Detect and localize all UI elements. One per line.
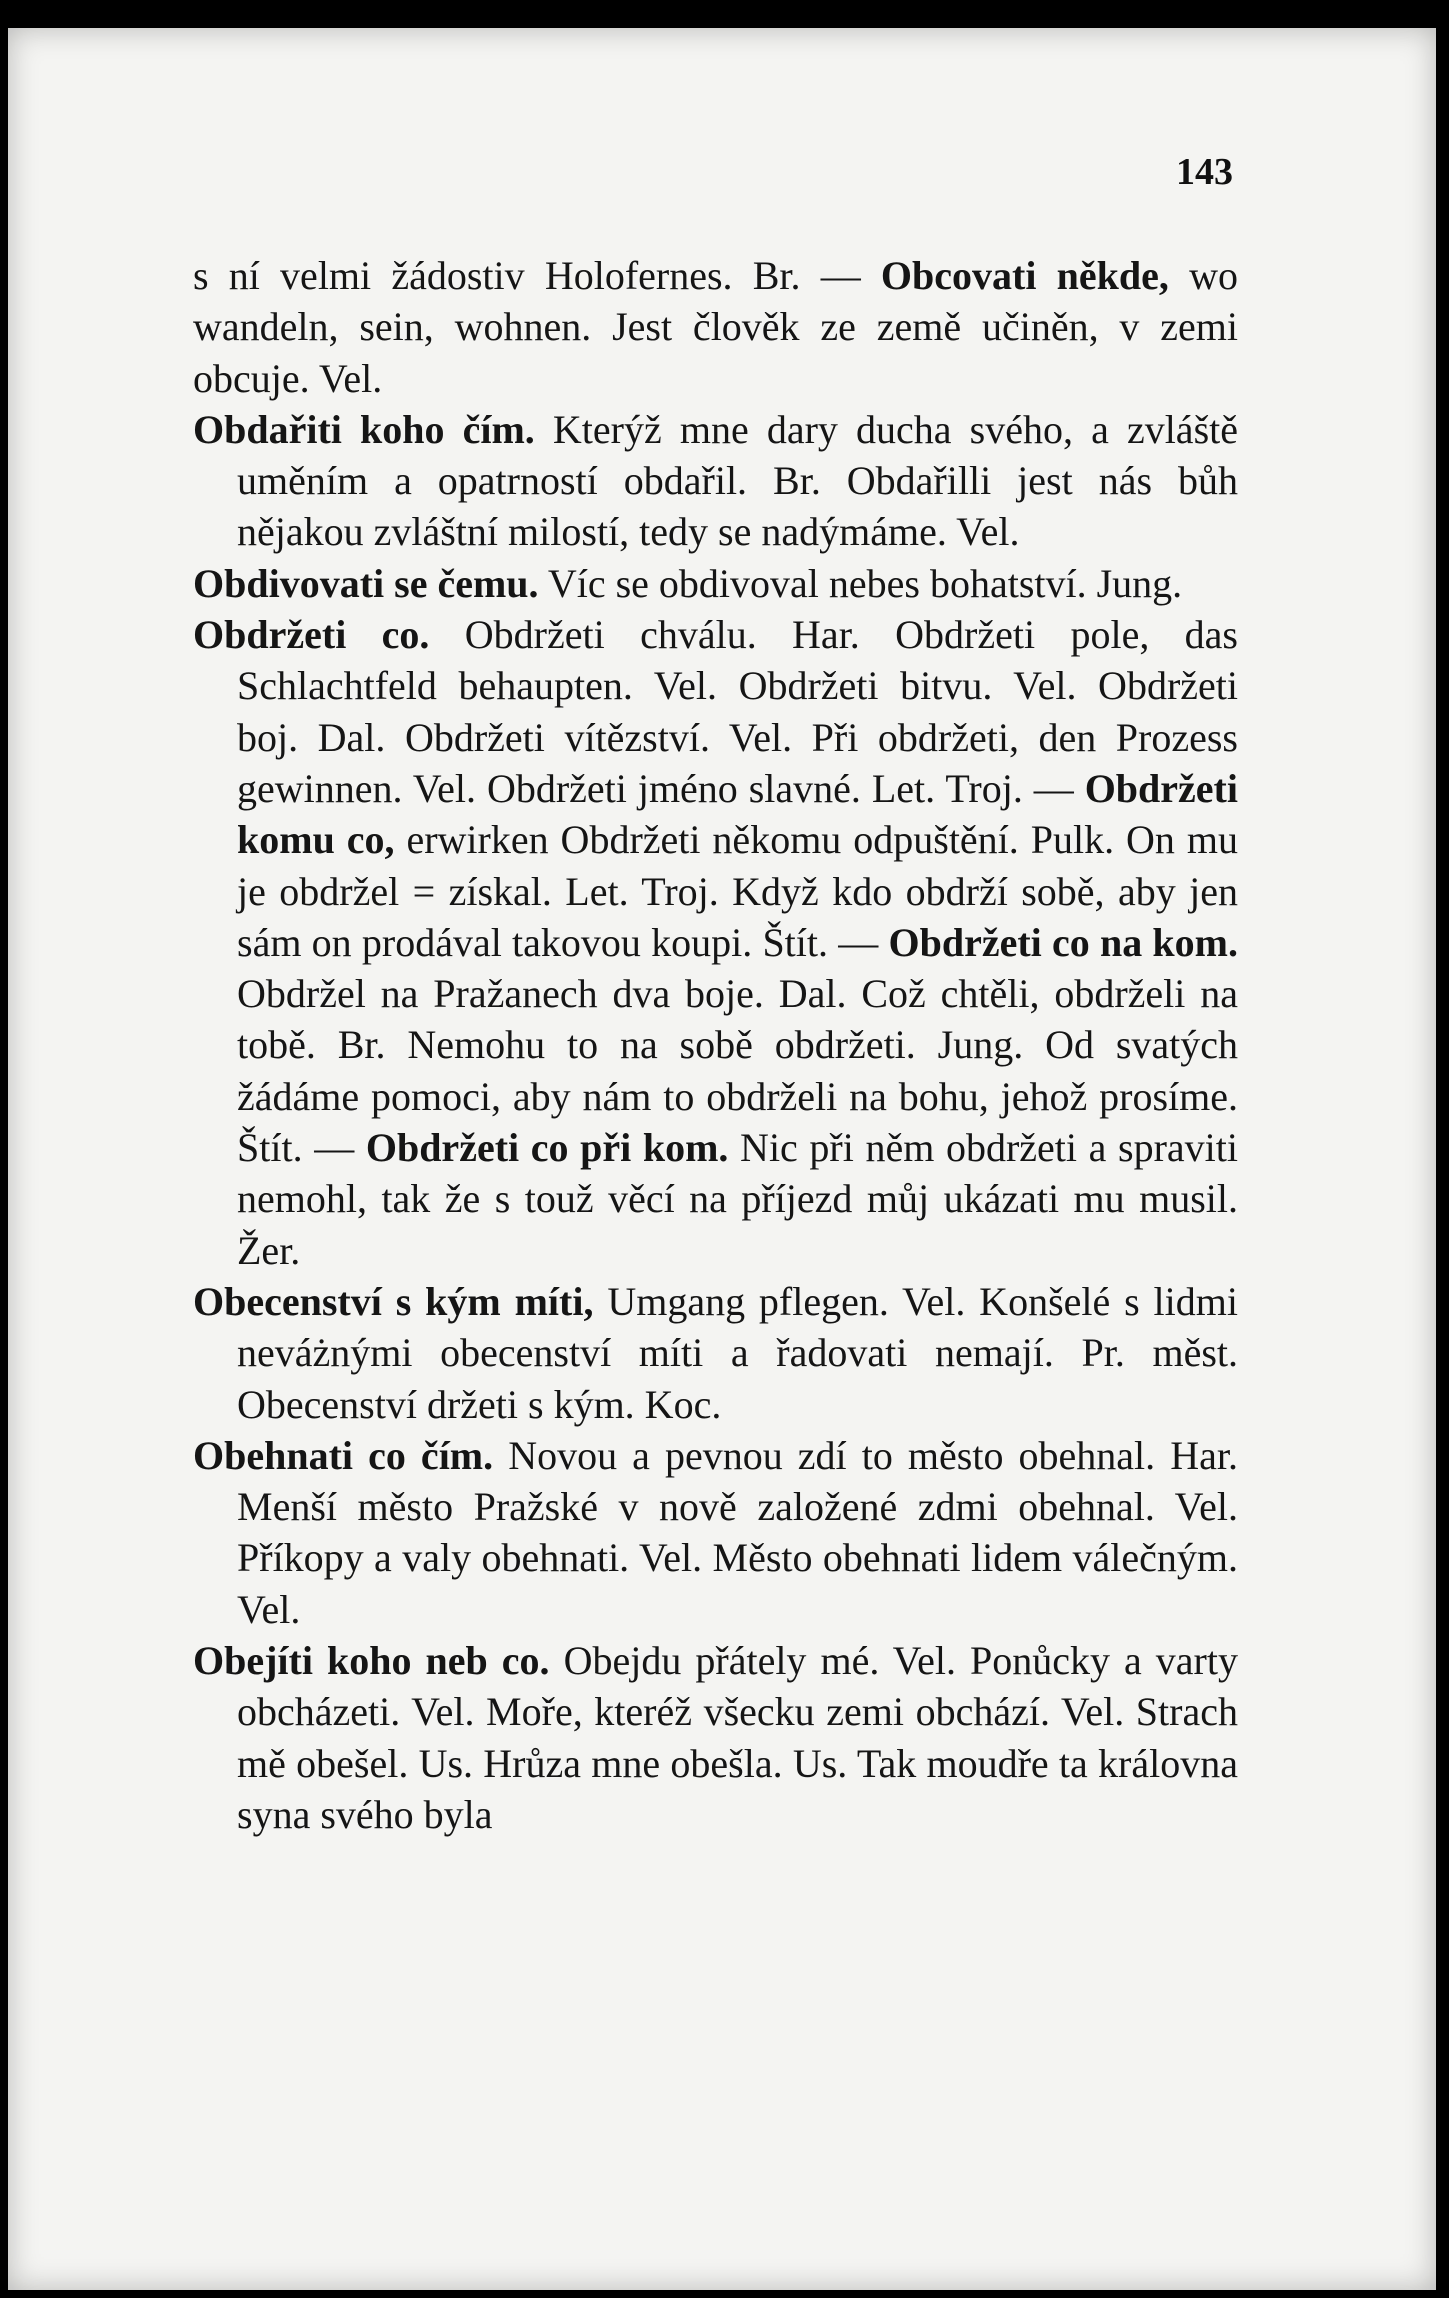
headword: Obcovati někde, <box>880 253 1169 298</box>
headword: Obehnati co čím. <box>193 1432 494 1478</box>
entry-obecenstvi <box>193 1276 1238 1430</box>
headword: Obdržeti co. <box>193 612 430 658</box>
headword: Obecenství s kým míti, <box>193 1278 594 1324</box>
headword: Obdržeti co na kom. <box>888 919 1238 965</box>
headword: Obdařiti koho čím. <box>193 406 535 452</box>
entry-text: Obdržeti chválu. Har. Obdržeti pole, das Schlachtfeld behaupten. Vel. Obdržeti bitvu. Vel. Obdržeti boj. Dal. Obdržeti vítězství. Vel. Při obdržeti, den Prozess gewinnen. Vel. Obdržeti jméno slavné. Let. Troj. — <box>237 612 1238 811</box>
page-number: 143 <box>1176 151 1233 193</box>
entry-obejiti <box>193 1635 1238 1840</box>
entry-text: Umgang pflegen. Vel. Konšelé s lidmi neváżnými obecenství míti a řadovati nemají. Pr. měst. Obecenství držeti s kým. Koc. <box>237 1278 1238 1427</box>
entry-obehnati <box>193 1430 1238 1635</box>
headword: Obejíti koho neb co. <box>193 1638 550 1684</box>
entry-text: Nic při něm obdržeti a spraviti nemohl, tak že s touž věcí na příjezd můj ukázati mu musil. Žer. <box>237 1125 1239 1273</box>
entry-text: Kterýž mne dary ducha svého, a zvláště uměním a opatrností obdařil. Br. Obdařilli jest nás bůh nějakou zvláštní milostí, tedy se nadýmáme. Vel. <box>237 406 1238 555</box>
book-page <box>8 28 1436 2290</box>
entry-text: erwirken Obdržeti někomu odpuštění. Pulk. On mu je obdržel = získal. Let. Troj. Když kdo obdrží sobě, aby jen sám on prodával takovou koupi. Štít. — <box>237 817 1238 965</box>
dictionary-text <box>193 250 1238 1840</box>
entry-text: Novou a pevnou zdí to město obehnal. Har. Menší město Pražské v nově založené zdmi obehnal. Vel. Příkopy a valy obehnati. Vel. Město obehnati lidem válečným. Vel. <box>237 1432 1238 1632</box>
headword: Obdržeti co při kom. <box>365 1125 729 1171</box>
headword: Obdivovati se čemu. <box>193 560 539 606</box>
entry-text: wo wandeln, sein, wohnen. Jest člověk ze země učiněn, v zemi obcuje. Vel. <box>193 253 1238 401</box>
entry-obdrzeti <box>193 609 1238 1276</box>
entry-text: Víc se obdivoval nebes bohatství. Jung. <box>538 560 1183 606</box>
entry-text: s ní velmi žádostiv Holofernes. Br. — <box>193 253 881 298</box>
entry-continuation <box>193 250 1238 404</box>
entry-obdivovati <box>193 558 1238 609</box>
headword: Obdržeti komu co, <box>237 765 1238 863</box>
entry-text: Obdržel na Pražanech dva boje. Dal. Což chtěli, obdrželi na tobě. Br. Nemohu to na sobě obdržeti. Jung. Od svatých žádáme pomoci, aby nám to obdrželi na bohu, jehož prosíme. Štít. — <box>237 971 1238 1171</box>
entry-text: Obejdu přátely mé. Vel. Ponůcky a varty obcházeti. Vel. Moře, kteréž všecku zemi obchází. Vel. Strach mě obešel. Us. Hrůza mne obešla. Us. Tak moudře ta královna syna svého byla <box>237 1638 1238 1837</box>
entry-obdariti <box>193 404 1238 558</box>
